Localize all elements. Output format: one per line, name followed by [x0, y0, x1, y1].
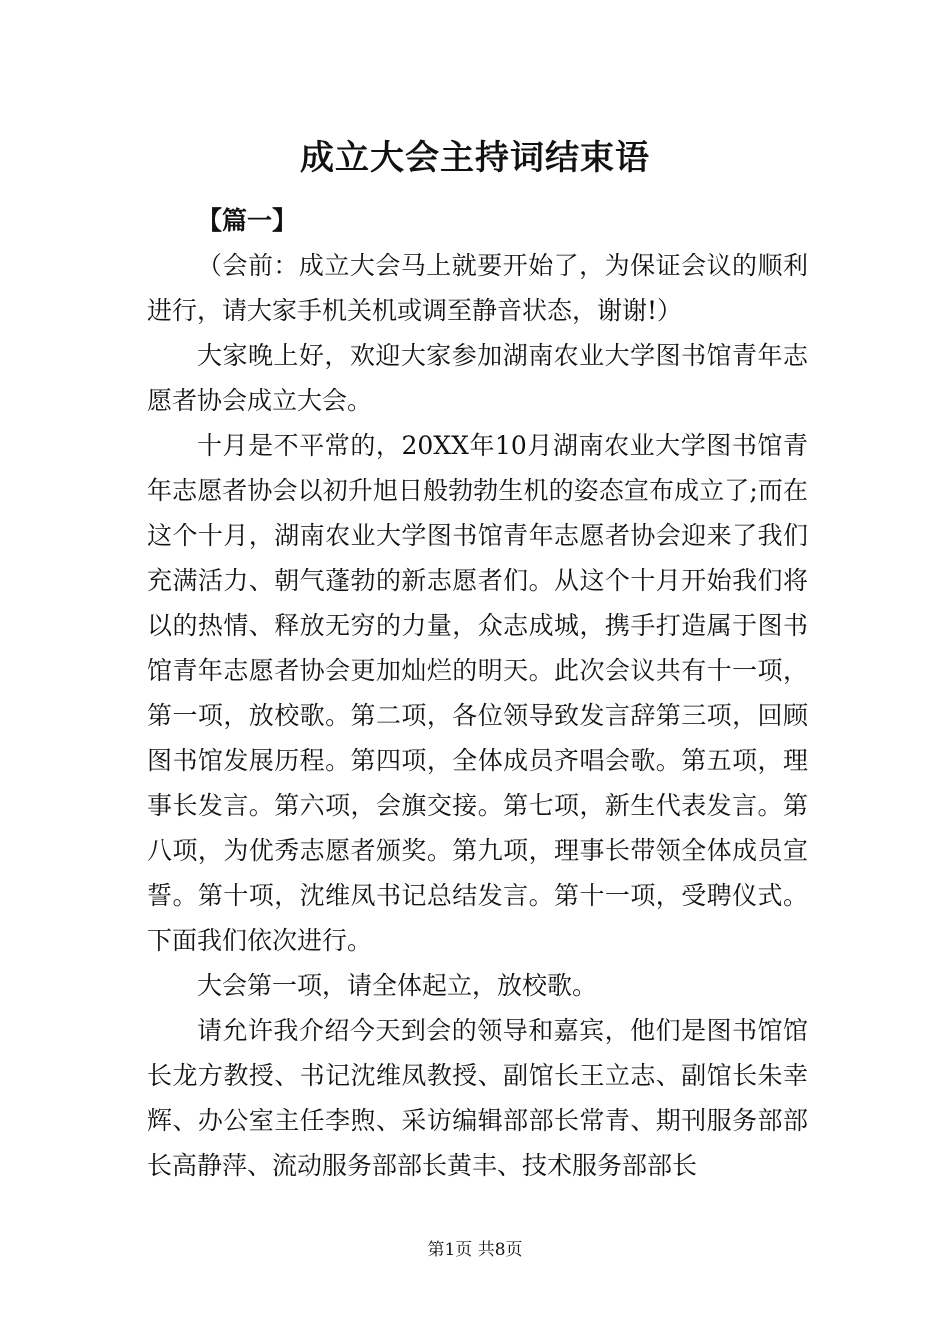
section-label: 【篇一】: [197, 206, 298, 235]
paragraph-4: 大会第一项，请全体起立，放校歌。: [197, 971, 598, 1000]
page-title: 成立大会主持词结束语: [300, 138, 650, 178]
paragraph-5: 请允许我介绍今天到会的领导和嘉宾，他们是图书馆馆长龙方教授、书记沈维凤教授、副馆长王立志、副馆长朱幸辉、办公室主任李煦、采访编辑部部长常青、期刊服务部部长高静萍、流动服务部部长黄丰、技术服务部部长: [147, 1016, 808, 1180]
page-footer: 第1页 共8页: [427, 1240, 523, 1260]
paragraph-2: 大家晚上好，欢迎大家参加湖南农业大学图书馆青年志愿者协会成立大会。: [147, 341, 808, 415]
paragraph-3: 十月是不平常的，20XX年10月湖南农业大学图书馆青年志愿者协会以初升旭日般勃勃生机的姿态宣布成立了;而在这个十月，湖南农业大学图书馆青年志愿者协会迎来了我们充满活力、朝气蓬勃的新志愿者们。从这个十月开始我们将以的热情、释放无穷的力量，众志成城，携手打造属于图书馆青年志愿者协会更加灿烂的明天。此次会议共有十一项，第一项，放校歌。第二项，各位领导致发言辞第三项，回顾图书馆发展历程。第四项，全体成员齐唱会歌。第五项，理事长发言。第六项，会旗交接。第七项，新生代表发言。第八项，为优秀志愿者颁奖。第九项，理事长带领全体成员宣誓。第十项，沈维凤书记总结发言。第十一项，受聘仪式。下面我们依次进行。: [147, 431, 808, 955]
document-body: [147, 198, 808, 1188]
paragraph-1: （会前：成立大会马上就要开始了，为保证会议的顺利进行，请大家手机关机或调至静音状态，谢谢!）: [147, 251, 808, 325]
